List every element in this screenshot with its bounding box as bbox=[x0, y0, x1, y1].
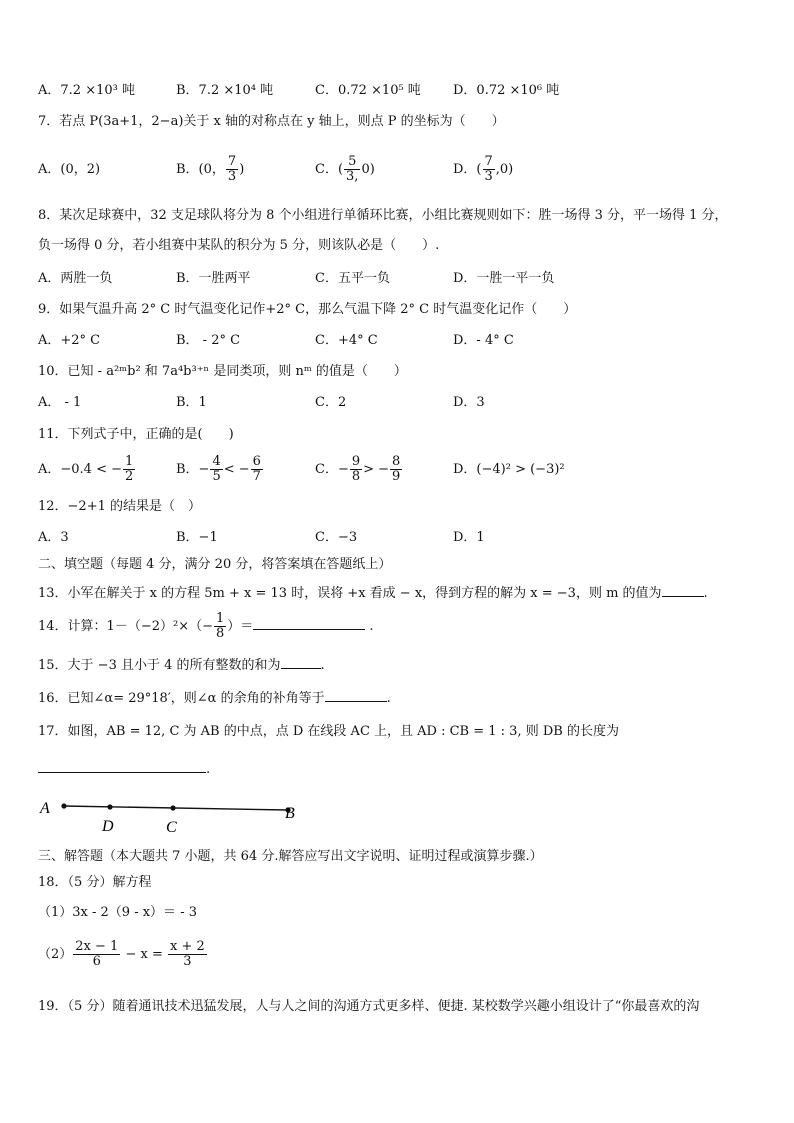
q7-option-a: A．(0，2) bbox=[38, 162, 101, 177]
q8-stem-line2: 负一场得 0 分，若小组赛中某队的积分为 5 分，则该队必是（ ）. bbox=[38, 238, 440, 253]
point-d-label: D bbox=[102, 818, 114, 835]
q7-stem: 7．若点 P(3a+1，2−a)关于 x 轴的对称点在 y 轴上，则点 P 的坐标为（ ） bbox=[38, 114, 505, 129]
q14: 14．计算：1－（−2）²×（− $\frac{1}{8}$ ）＝ . bbox=[38, 611, 374, 641]
q16: 16．已知∠α= 29°18′，则∠α 的余角的补角等于 . bbox=[38, 691, 391, 706]
q11-c-prefix: C．− bbox=[315, 462, 349, 477]
q12-stem: 12．−2+1 的结果是（ ） bbox=[38, 499, 202, 514]
q7-b-prefix: B．(0， bbox=[176, 162, 225, 177]
q14-suffix: ）＝ bbox=[227, 619, 254, 634]
q16-text: 16．已知∠α= 29°18′，则∠α 的余角的补角等于 bbox=[38, 691, 325, 706]
fraction-numerator: 4 bbox=[212, 454, 221, 469]
q7-c-suffix: 0) bbox=[361, 162, 375, 177]
q12-options bbox=[38, 527, 758, 549]
q8-option-c: C．五平一负 bbox=[315, 271, 390, 286]
q17-answer-blank[interactable] bbox=[38, 760, 206, 773]
q11-c-fraction-2 bbox=[390, 455, 402, 484]
fraction-numerator: x + 2 bbox=[169, 939, 205, 954]
q7-d-suffix: ,0) bbox=[495, 162, 514, 177]
q11-b-prefix: B．− bbox=[176, 462, 210, 477]
q8-option-b: B．一胜两平 bbox=[176, 271, 251, 286]
q15-text: 15．大于 −3 且小于 4 的所有整数的和为 bbox=[38, 658, 281, 673]
q13-answer-blank[interactable] bbox=[662, 584, 704, 597]
q7-b-suffix: ) bbox=[239, 162, 245, 177]
q14-answer-blank[interactable] bbox=[253, 617, 365, 630]
segment-figure bbox=[36, 794, 306, 838]
fraction-denominator: 8 bbox=[351, 469, 361, 484]
segment-ab bbox=[64, 806, 288, 810]
fraction-denominator: 8 bbox=[215, 626, 225, 641]
q15-answer-blank[interactable] bbox=[281, 656, 321, 669]
q18-eq2-prefix: （2） bbox=[38, 947, 73, 962]
q7-c-fraction bbox=[344, 155, 360, 184]
q8-options bbox=[38, 268, 758, 290]
q18-eq2-fraction-1 bbox=[73, 940, 120, 969]
point-a-label: A bbox=[40, 800, 50, 817]
q11-b-operator: < − bbox=[223, 462, 250, 477]
q8-stem-line1: 8．某次足球赛中，32 支足球队将分为 8 个小组进行单循环比赛，小组比赛规则如下：胜一场得 3 分，平一场得 1 分， bbox=[38, 208, 728, 223]
point-b-label: B bbox=[285, 805, 295, 822]
q9-option-a: A．+2° C bbox=[38, 333, 101, 348]
fraction-denominator: 5 bbox=[212, 469, 221, 484]
q6-options bbox=[38, 80, 758, 102]
q7-option-c bbox=[315, 152, 375, 188]
fraction-numerator: 7 bbox=[484, 154, 493, 169]
section-2-heading: 二、填空题（每题 4 分，满分 20 分，将答案填在答题纸上） bbox=[38, 557, 392, 572]
fraction-numerator: 5 bbox=[344, 155, 360, 170]
fraction-numerator: 8 bbox=[392, 454, 401, 469]
q8-option-a: A．两胜一负 bbox=[38, 271, 113, 286]
fraction-numerator: 9 bbox=[351, 454, 361, 469]
q14-prefix: 14．计算：1－（−2）²×（− bbox=[38, 619, 213, 634]
q10-options bbox=[38, 392, 758, 414]
q18-equation-2 bbox=[38, 937, 208, 973]
q11-b-fraction-1 bbox=[210, 455, 222, 484]
q7-option-b bbox=[176, 152, 244, 188]
q17-answer-line: . bbox=[38, 760, 210, 778]
q9-option-c: C．+4° C bbox=[315, 333, 378, 348]
q11-option-b bbox=[176, 452, 264, 488]
q19-stem: 19．（5 分）随着通讯技术迅猛发展，人与人之间的沟通方式更多样、便捷. 某校数学兴趣小组设计了“你最喜欢的沟 bbox=[38, 999, 700, 1014]
fraction-denominator: 7 bbox=[252, 469, 261, 484]
q11-options bbox=[38, 452, 758, 488]
q11-c-operator: > − bbox=[363, 462, 390, 477]
q10-option-d: D．3 bbox=[453, 395, 485, 410]
fraction-denominator: 2 bbox=[125, 469, 134, 484]
q6-option-d: D．0.72 ×10⁶ 吨 bbox=[453, 83, 560, 98]
fraction-numerator: 6 bbox=[252, 454, 261, 469]
q12-option-b: B．−1 bbox=[176, 530, 218, 545]
point-d-dot bbox=[107, 804, 112, 809]
q11-option-d: D．(−4)² > (−3)² bbox=[453, 462, 565, 477]
q11-option-a bbox=[38, 452, 136, 488]
q9-option-d: D．- 4° C bbox=[453, 333, 514, 348]
q14-fraction bbox=[214, 612, 226, 641]
fraction-denominator: 6 bbox=[92, 954, 101, 969]
q11-c-fraction-1 bbox=[350, 455, 362, 484]
q18-equation-1: （1）3x - 2（9 - x）＝ - 3 bbox=[38, 905, 197, 920]
fraction-denominator: 3 bbox=[227, 169, 237, 184]
q6-option-c: C．0.72 ×10⁵ 吨 bbox=[315, 83, 421, 98]
point-a-dot bbox=[61, 803, 66, 808]
fraction-numerator: 1 bbox=[215, 611, 225, 626]
q7-options bbox=[38, 152, 758, 188]
q10-option-a: A． - 1 bbox=[38, 395, 82, 410]
q17-stem: 17．如图，AB = 12, C 为 AB 的中点，点 D 在线段 AC 上，且 AD : CB = 1 : 3, 则 DB 的长度为 bbox=[38, 724, 619, 739]
q12-option-c: C．−3 bbox=[315, 530, 358, 545]
section-3-heading: 三、解答题（本大题共 7 小题，共 64 分.解答应写出文字说明、证明过程或演算步骤.） bbox=[38, 849, 543, 864]
q10-stem: 10．已知 - a²ᵐb² 和 7a⁴b³⁺ⁿ 是同类项，则 nᵐ 的值是（ ） bbox=[38, 364, 407, 379]
q7-c-prefix: C．( bbox=[315, 162, 344, 177]
q9-stem: 9．如果气温升高 2° C 时气温变化记作+2° C，那么气温下降 2° C 时气温变化记作（ ） bbox=[38, 302, 577, 317]
fraction-denominator: 3, bbox=[346, 169, 359, 184]
q7-d-fraction bbox=[483, 155, 495, 184]
q12-option-d: D．1 bbox=[453, 530, 485, 545]
q9-options bbox=[38, 330, 758, 352]
q7-b-fraction bbox=[226, 155, 238, 184]
fraction-numerator: 2x − 1 bbox=[75, 939, 119, 954]
fraction-numerator: 1 bbox=[125, 454, 134, 469]
q11-stem: 11．下列式子中，正确的是( ) bbox=[38, 427, 234, 442]
q18-eq2-fraction-2 bbox=[168, 940, 207, 969]
q10-option-b: B．1 bbox=[176, 395, 207, 410]
q11-a-fraction bbox=[123, 455, 135, 484]
fraction-denominator: 3 bbox=[183, 954, 192, 969]
q7-d-prefix: D．( bbox=[453, 162, 482, 177]
fraction-numerator: 7 bbox=[227, 154, 237, 169]
q6-option-b: B．7.2 ×10⁴ 吨 bbox=[176, 83, 274, 98]
q16-answer-blank[interactable] bbox=[325, 689, 387, 702]
q6-option-a: A．7.2 ×10³ 吨 bbox=[38, 83, 135, 98]
q11-option-c bbox=[315, 452, 403, 488]
q10-option-c: C．2 bbox=[315, 395, 347, 410]
q13: 13．小军在解关于 x 的方程 5m + x = 13 时，误将 +x 看成 − x，得到方程的解为 x = −3，则 m 的值为 . bbox=[38, 586, 708, 601]
q7-option-d bbox=[453, 152, 513, 188]
point-c-dot bbox=[170, 805, 175, 810]
q12-option-a: A．3 bbox=[38, 530, 69, 545]
q11-a-prefix: A．−0.4 < − bbox=[38, 462, 123, 477]
q18-title: 18．（5 分）解方程 bbox=[38, 875, 152, 890]
q9-option-b: B． - 2° C bbox=[176, 333, 241, 348]
fraction-denominator: 3 bbox=[484, 169, 493, 184]
q11-b-fraction-2 bbox=[251, 455, 263, 484]
q15: 15．大于 −3 且小于 4 的所有整数的和为 . bbox=[38, 658, 325, 673]
fraction-denominator: 9 bbox=[392, 469, 401, 484]
q18-eq2-operator: − x = bbox=[125, 947, 163, 962]
q13-text: 13．小军在解关于 x 的方程 5m + x = 13 时，误将 +x 看成 − x，得到方程的解为 x = −3，则 m 的值为 bbox=[38, 586, 662, 601]
q8-option-d: D．一胜一平一负 bbox=[453, 271, 555, 286]
point-c-label: C bbox=[166, 819, 177, 836]
